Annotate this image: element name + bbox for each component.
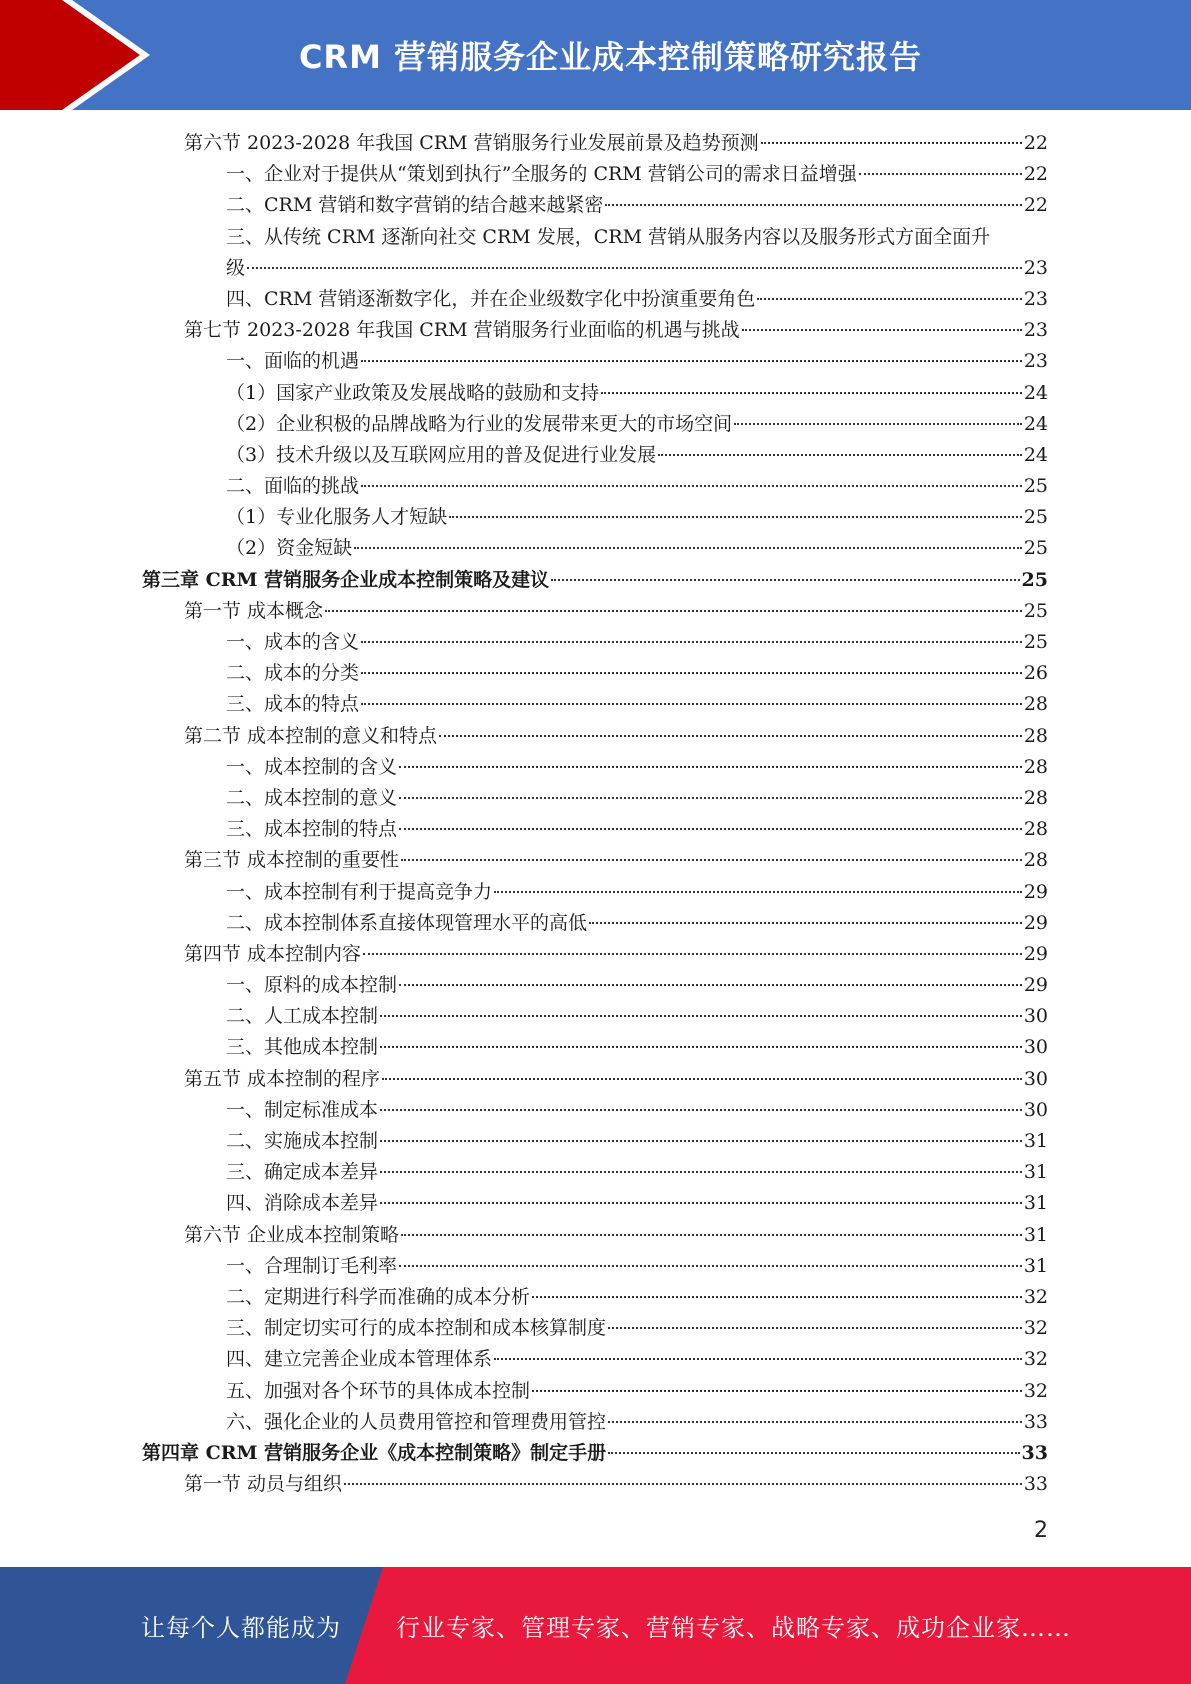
toc-dot-leader (532, 1390, 1022, 1392)
toc-page-number: 22 (1023, 194, 1048, 217)
toc-entry[interactable] (142, 190, 1048, 221)
toc-entry-title: 二、面临的挑战 (226, 475, 360, 498)
toc-page-number: 28 (1023, 724, 1048, 747)
toc-entry-title: 第六节 2023-2028 年我国 CRM 营销服务行业发展前景及趋势预测 (184, 132, 759, 154)
toc-page-number: 23 (1023, 287, 1048, 310)
toc-dot-leader (608, 1452, 1019, 1454)
toc-dot-leader (344, 1483, 1022, 1485)
toc-page-number: 28 (1023, 849, 1048, 872)
toc-dot-leader (380, 1140, 1022, 1142)
toc-dot-leader (608, 1327, 1022, 1329)
toc-entry[interactable] (142, 1157, 1048, 1188)
toc-entry-title: 一、制定标准成本 (226, 1098, 379, 1121)
toc-entry-title: 四、消除成本差异 (226, 1192, 379, 1215)
toc-dot-leader (532, 1296, 1022, 1298)
toc-page-number: 25 (1023, 599, 1048, 622)
toc-dot-leader (401, 1234, 1022, 1236)
toc-entry-title: （1）专业化服务人才短缺 (226, 506, 448, 529)
toc-entry[interactable] (142, 596, 1048, 627)
toc-entry[interactable] (142, 752, 1048, 783)
toc-entry[interactable] (142, 346, 1048, 377)
toc-entry[interactable] (142, 1220, 1048, 1251)
toc-page-number: 32 (1023, 1285, 1048, 1308)
toc-page-number: 24 (1023, 412, 1048, 435)
toc-entry[interactable] (142, 1344, 1048, 1375)
toc-entry-title: 四、CRM 营销逐渐数字化，并在企业级数字化中扮演重要角色 (226, 287, 756, 310)
toc-dot-leader (551, 579, 1019, 581)
toc-page-number: 22 (1023, 132, 1048, 154)
toc-entry[interactable] (142, 1001, 1048, 1032)
toc-entry-title: 第四节 成本控制内容 (184, 942, 362, 965)
toc-page-number: 30 (1023, 1036, 1048, 1059)
toc-entry[interactable] (142, 1095, 1048, 1126)
toc-entry[interactable] (142, 502, 1048, 533)
toc-entry[interactable] (142, 877, 1048, 908)
toc-page-number: 23 (1023, 350, 1048, 373)
footer-slogan-left: 让每个人都能成为 (141, 1614, 341, 1642)
page-number: 2 (1034, 1518, 1048, 1543)
toc-entry-title: 一、面临的机遇 (226, 350, 360, 373)
header-title: CRM 营销服务企业成本控制策略研究报告 (298, 38, 923, 76)
toc-dot-leader (382, 1078, 1022, 1080)
toc-dot-leader (494, 891, 1022, 893)
toc-entry-title: 三、制定切实可行的成本控制和成本核算制度 (226, 1317, 607, 1340)
toc-entry-title: 第四章 CRM 营销服务企业《成本控制策略》制定手册 (142, 1441, 607, 1464)
table-of-contents (142, 128, 1048, 1500)
toc-dot-leader (325, 610, 1022, 612)
toc-entry[interactable] (142, 783, 1048, 814)
toc-entry-title: 第三节 成本控制的重要性 (184, 849, 400, 872)
toc-page-number: 24 (1023, 443, 1048, 466)
toc-entry-title: 三、确定成本差异 (226, 1161, 379, 1184)
toc-entry[interactable] (142, 1407, 1048, 1438)
toc-page-number: 29 (1023, 880, 1048, 903)
toc-page-number: 28 (1023, 755, 1048, 778)
toc-entry[interactable] (142, 1376, 1048, 1407)
toc-entry-title: 一、成本的含义 (226, 631, 360, 654)
toc-entry[interactable] (142, 128, 1048, 159)
toc-dot-leader (605, 204, 1021, 206)
toc-page-number: 33 (1021, 1441, 1048, 1464)
toc-entry-title-continued: 级 (226, 256, 246, 279)
toc-entry-title: 三、成本控制的特点 (226, 818, 398, 841)
toc-page-number: 30 (1023, 1098, 1048, 1121)
toc-entry-title: 第三章 CRM 营销服务企业成本控制策略及建议 (142, 568, 550, 591)
toc-entry-title: 二、成本的分类 (226, 662, 360, 685)
toc-entry[interactable] (142, 939, 1048, 970)
toc-dot-leader (361, 360, 1022, 362)
toc-page-number: 26 (1023, 662, 1048, 685)
toc-entry-title: 第一节 成本概念 (184, 599, 324, 622)
toc-entry[interactable] (142, 440, 1048, 471)
toc-page-number: 31 (1023, 1130, 1048, 1153)
toc-entry[interactable] (142, 1251, 1048, 1282)
toc-entry-title: 二、CRM 营销和数字营销的结合越来越紧密 (226, 194, 604, 217)
toc-entry-title: 五、加强对各个环节的具体成本控制 (226, 1379, 531, 1402)
toc-dot-leader (380, 1202, 1022, 1204)
toc-page-number: 24 (1023, 381, 1048, 404)
toc-dot-leader (658, 454, 1022, 456)
toc-entry[interactable] (142, 1313, 1048, 1344)
toc-entry[interactable] (142, 1032, 1048, 1063)
toc-entry-title: 六、强化企业的人员费用管控和管理费用管控 (226, 1410, 607, 1433)
toc-dot-leader (380, 1046, 1022, 1048)
toc-dot-leader (380, 1109, 1022, 1111)
toc-entry-title: 一、企业对于提供从“策划到执行”全服务的 CRM 营销公司的需求日益增强 (226, 163, 857, 186)
toc-entry[interactable] (142, 409, 1048, 440)
toc-page-number: 31 (1023, 1254, 1048, 1277)
toc-entry[interactable] (142, 689, 1048, 720)
toc-page-number: 25 (1023, 631, 1048, 654)
toc-page-number: 29 (1023, 911, 1048, 934)
toc-page-number: 30 (1023, 1067, 1048, 1090)
toc-dot-leader (439, 735, 1022, 737)
toc-dot-leader (859, 173, 1022, 175)
toc-page-number: 25 (1023, 506, 1048, 529)
toc-entry-title: 三、成本的特点 (226, 693, 360, 716)
toc-page-number: 23 (1023, 319, 1048, 342)
toc-dot-leader (361, 641, 1022, 643)
footer-slogan-right: 行业专家、管理专家、营销专家、战略专家、成功企业家…… (396, 1614, 1071, 1642)
toc-page-number: 29 (1023, 942, 1048, 965)
toc-entry-title: （3）技术升级以及互联网应用的普及促进行业发展 (226, 443, 657, 466)
toc-page-number: 29 (1023, 974, 1048, 997)
toc-dot-leader (494, 1358, 1022, 1360)
toc-entry[interactable] (142, 1438, 1048, 1469)
toc-entry-title: 第二节 成本控制的意义和特点 (184, 724, 438, 747)
toc-page-number: 31 (1023, 1192, 1048, 1215)
toc-entry[interactable] (142, 565, 1048, 596)
toc-dot-leader (380, 1015, 1022, 1017)
toc-dot-leader (399, 984, 1022, 986)
toc-dot-leader (734, 423, 1022, 425)
toc-dot-leader (757, 298, 1021, 300)
toc-dot-leader (399, 766, 1022, 768)
toc-entry[interactable] (142, 627, 1048, 658)
toc-entry[interactable] (142, 471, 1048, 502)
toc-entry-title: 二、人工成本控制 (226, 1005, 379, 1028)
toc-page-number: 28 (1023, 818, 1048, 841)
toc-entry-title: 一、成本控制的含义 (226, 755, 398, 778)
toc-entry-title: 第六节 企业成本控制策略 (184, 1223, 400, 1246)
toc-page-number: 31 (1023, 1223, 1048, 1246)
toc-dot-leader (399, 797, 1022, 799)
toc-dot-leader (361, 672, 1022, 674)
toc-entry[interactable] (142, 284, 1048, 315)
toc-entry-title: 第五节 成本控制的程序 (184, 1067, 381, 1090)
toc-entry-title: 三、其他成本控制 (226, 1036, 379, 1059)
toc-entry[interactable] (142, 159, 1048, 190)
toc-dot-leader (399, 1265, 1022, 1267)
toc-page-number: 32 (1023, 1348, 1048, 1371)
toc-dot-leader (401, 859, 1022, 861)
toc-entry-title: （2）企业积极的品牌战略为行业的发展带来更大的市场空间 (226, 412, 733, 435)
page-footer (0, 1567, 1191, 1684)
toc-entry[interactable] (142, 378, 1048, 409)
toc-entry-title: 二、实施成本控制 (226, 1130, 379, 1153)
toc-entry-title: 二、定期进行科学而准确的成本分析 (226, 1285, 531, 1308)
toc-page-number: 25 (1023, 475, 1048, 498)
toc-page-number: 25 (1021, 568, 1048, 591)
toc-page-number: 28 (1023, 693, 1048, 716)
toc-dot-leader (761, 142, 1022, 144)
toc-dot-leader (742, 329, 1022, 331)
toc-entry[interactable] (142, 658, 1048, 689)
toc-entry-title: （1）国家产业政策及发展战略的鼓励和支持 (226, 381, 600, 404)
toc-entry[interactable] (142, 1469, 1048, 1500)
toc-entry-title: 一、成本控制有利于提高竞争力 (226, 880, 493, 903)
toc-entry[interactable] (142, 1188, 1048, 1219)
toc-entry-title: 四、建立完善企业成本管理体系 (226, 1348, 493, 1371)
toc-entry[interactable] (142, 1064, 1048, 1095)
toc-page-number: 28 (1023, 786, 1048, 809)
toc-entry[interactable] (142, 721, 1048, 752)
toc-entry-title: 三、从传统 CRM 逐渐向社交 CRM 发展，CRM 营销从服务内容以及服务形式方面全面升 (226, 225, 991, 248)
toc-page-number: 32 (1023, 1317, 1048, 1340)
toc-entry-title: （2）资金短缺 (226, 537, 353, 560)
toc-page-number: 31 (1023, 1161, 1048, 1184)
toc-entry[interactable] (142, 315, 1048, 346)
toc-entry-title: 一、原料的成本控制 (226, 974, 398, 997)
toc-dot-leader (601, 392, 1022, 394)
toc-entry[interactable] (142, 845, 1048, 876)
toc-page-number: 30 (1023, 1005, 1048, 1028)
toc-dot-leader (354, 547, 1022, 549)
toc-page-number: 22 (1023, 163, 1048, 186)
toc-entry-title: 第一节 动员与组织 (184, 1473, 343, 1496)
toc-dot-leader (589, 922, 1022, 924)
toc-dot-leader (380, 1171, 1022, 1173)
toc-entry[interactable] (142, 908, 1048, 939)
toc-entry-title: 第七节 2023-2028 年我国 CRM 营销服务行业面临的机遇与挑战 (184, 319, 740, 342)
toc-entry[interactable] (142, 970, 1048, 1001)
toc-entry[interactable] (142, 222, 1048, 284)
toc-entry-title: 一、合理制订毛利率 (226, 1254, 398, 1277)
toc-dot-leader (449, 516, 1022, 518)
page-header (0, 0, 1191, 110)
toc-dot-leader (361, 485, 1022, 487)
toc-dot-leader (608, 1421, 1022, 1423)
toc-dot-leader (363, 953, 1022, 955)
toc-page-number: 32 (1023, 1379, 1048, 1402)
toc-page-number: 25 (1023, 537, 1048, 560)
toc-entry[interactable] (142, 533, 1048, 564)
toc-page-number: 23 (1023, 256, 1048, 279)
toc-dot-leader (399, 828, 1022, 830)
toc-entry-title: 二、成本控制的意义 (226, 786, 398, 809)
toc-entry[interactable] (142, 1126, 1048, 1157)
toc-entry[interactable] (142, 814, 1048, 845)
toc-dot-leader (247, 267, 1022, 269)
toc-page-number: 33 (1023, 1473, 1048, 1496)
toc-dot-leader (361, 703, 1022, 705)
toc-page-number: 33 (1023, 1410, 1048, 1433)
toc-entry[interactable] (142, 1282, 1048, 1313)
toc-entry-title: 二、成本控制体系直接体现管理水平的高低 (226, 911, 588, 934)
